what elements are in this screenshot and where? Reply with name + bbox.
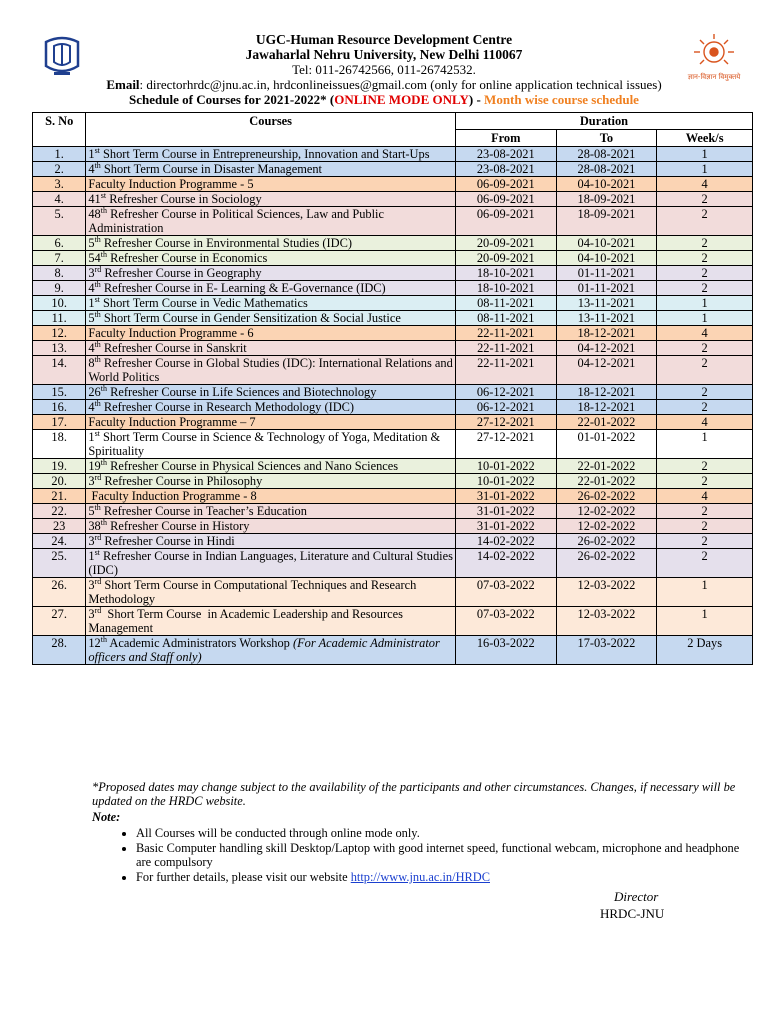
row-course — [86, 415, 456, 430]
email-text: : directorhrdc@jnu.ac.in, hrdconlineissues@gmail.com (only for online application technical issues) — [139, 77, 662, 92]
course-ordinal-suffix: th — [100, 383, 107, 393]
row-sno: 7. — [33, 251, 86, 266]
row-from-date: 27-12-2021 — [455, 430, 556, 459]
course-ordinal-suffix: th — [94, 234, 101, 244]
row-to-date: 01-01-2022 — [556, 430, 657, 459]
row-from-date: 10-01-2022 — [455, 474, 556, 489]
course-ordinal: 41 — [88, 192, 101, 206]
row-weeks: 2 — [657, 207, 753, 236]
row-course — [86, 281, 456, 296]
ugc-logo-caption: ज्ञान-विज्ञान विमुक्तये — [687, 73, 741, 81]
signature-org: HRDC-JNU — [600, 906, 665, 921]
row-from-date: 14-02-2022 — [455, 534, 556, 549]
course-ordinal: 54 — [88, 251, 101, 265]
row-sno: 10. — [33, 296, 86, 311]
row-from-date: 20-09-2021 — [455, 251, 556, 266]
table-row — [33, 415, 753, 430]
course-ordinal: 3 — [88, 534, 95, 548]
row-from-date: 22-11-2021 — [455, 326, 556, 341]
table-row — [33, 177, 753, 192]
row-from-date: 14-02-2022 — [455, 549, 556, 578]
course-ordinal-suffix: th — [100, 205, 107, 215]
course-ordinal: 4 — [88, 281, 95, 295]
course-schedule-table — [32, 112, 753, 665]
course-ordinal: 5 — [88, 311, 95, 325]
course-ordinal: 4 — [88, 162, 95, 176]
row-course — [86, 534, 456, 549]
course-ordinal-suffix: th — [94, 339, 101, 349]
header-to: To — [556, 130, 657, 147]
table-row — [33, 296, 753, 311]
table-row — [33, 266, 753, 281]
course-ordinal: 5 — [88, 236, 95, 250]
row-course — [86, 356, 456, 385]
course-title: Refresher Course in Sociology — [106, 192, 262, 206]
row-to-date: 04-10-2021 — [556, 177, 657, 192]
telephone-line: Tel: 011-26742566, 011-26742532. — [292, 62, 476, 77]
signature-title: Director — [614, 889, 659, 904]
table-row — [33, 578, 753, 607]
course-title: Short Term Course in Science & Technology of Yoga, Meditation & Spirituality — [88, 430, 444, 458]
row-weeks: 1 — [657, 578, 753, 607]
course-title: Refresher Course in Teacher’s Education — [100, 504, 307, 518]
table-row — [33, 519, 753, 534]
course-title: Refresher Course in Global Studies (IDC): International Relations and World Politics — [88, 356, 456, 384]
row-from-date: 31-01-2022 — [455, 489, 556, 504]
course-ordinal: 1 — [88, 147, 95, 161]
row-weeks: 2 — [657, 236, 753, 251]
row-to-date: 18-12-2021 — [556, 326, 657, 341]
row-sno: 18. — [33, 430, 86, 459]
row-from-date: 07-03-2022 — [455, 607, 556, 636]
row-from-date: 10-01-2022 — [455, 459, 556, 474]
row-weeks: 2 — [657, 385, 753, 400]
row-to-date: 01-11-2021 — [556, 281, 657, 296]
course-ordinal: 48 — [88, 207, 101, 221]
course-title: Refresher Course in Hindi — [101, 534, 235, 548]
course-title: Refresher Course in Life Sciences and Biotechnology — [106, 385, 377, 399]
row-weeks: 2 — [657, 459, 753, 474]
hrdc-website-link[interactable]: http://www.jnu.ac.in/HRDC — [350, 870, 490, 884]
table-row — [33, 162, 753, 177]
course-audience-note: (For Academic Administrator officers and Staff only) — [88, 636, 440, 664]
row-to-date: 28-08-2021 — [556, 147, 657, 162]
course-title: Short Term Course in Academic Leadership and Resources Management — [88, 607, 407, 635]
note-item: • Basic Computer handling skill Desktop/Laptop with good internet speed, functional webcam, microphone and headphone are compulsory — [136, 841, 752, 869]
header-from: From — [455, 130, 556, 147]
row-sno: 4. — [33, 192, 86, 207]
row-course — [86, 251, 456, 266]
row-sno: 14. — [33, 356, 86, 385]
table-row — [33, 311, 753, 326]
row-to-date: 18-12-2021 — [556, 400, 657, 415]
row-weeks: 1 — [657, 311, 753, 326]
table-row — [33, 385, 753, 400]
row-sno: 21. — [33, 489, 86, 504]
table-row — [33, 504, 753, 519]
course-ordinal-suffix: st — [100, 190, 107, 200]
note-item: • All Courses will be conducted through online mode only. — [136, 826, 752, 840]
row-course — [86, 236, 456, 251]
row-sno: 1. — [33, 147, 86, 162]
course-ordinal-suffix: th — [94, 502, 101, 512]
course-ordinal: 3 — [88, 474, 95, 488]
row-from-date: 07-03-2022 — [455, 578, 556, 607]
schedule-prefix: Schedule of Courses for 2021-2022* ( — [129, 92, 335, 107]
row-from-date: 27-12-2021 — [455, 415, 556, 430]
row-weeks: 1 — [657, 147, 753, 162]
row-course — [86, 489, 456, 504]
schedule-title — [0, 92, 768, 107]
row-course — [86, 519, 456, 534]
row-course — [86, 385, 456, 400]
row-weeks: 2 — [657, 400, 753, 415]
table-body — [33, 147, 753, 665]
row-weeks: 2 — [657, 519, 753, 534]
row-to-date: 13-11-2021 — [556, 296, 657, 311]
course-title: Refresher Course in History — [106, 519, 250, 533]
row-from-date: 06-12-2021 — [455, 385, 556, 400]
row-to-date: 17-03-2022 — [556, 636, 657, 665]
row-to-date: 13-11-2021 — [556, 311, 657, 326]
row-course — [86, 326, 456, 341]
course-title: Refresher Course in Physical Sciences and Nano Sciences — [106, 459, 399, 473]
row-sno: 23 — [33, 519, 86, 534]
row-from-date: 31-01-2022 — [455, 519, 556, 534]
row-from-date: 22-11-2021 — [455, 356, 556, 385]
website-prefix: For further details, please visit our website — [136, 870, 351, 884]
course-ordinal: 26 — [88, 385, 101, 399]
row-to-date: 04-12-2021 — [556, 356, 657, 385]
course-title: Refresher Course in Geography — [101, 266, 262, 280]
row-sno: 22. — [33, 504, 86, 519]
row-from-date: 06-12-2021 — [455, 400, 556, 415]
table-row — [33, 459, 753, 474]
course-title: Refresher Course in E- Learning & E-Governance (IDC) — [100, 281, 386, 295]
course-title: Faculty Induction Programme - 5 — [88, 177, 254, 191]
course-ordinal-suffix: st — [94, 428, 100, 438]
course-title: Short Term Course in Disaster Management — [100, 162, 323, 176]
row-course — [86, 266, 456, 281]
row-course — [86, 400, 456, 415]
row-sno: 11. — [33, 311, 86, 326]
row-course — [86, 578, 456, 607]
header-sno: S. No — [33, 113, 86, 147]
course-ordinal: 19 — [88, 459, 101, 473]
row-course — [86, 549, 456, 578]
table-row — [33, 356, 753, 385]
course-title: Refresher Course in Economics — [106, 251, 268, 265]
online-mode-label: ONLINE MODE ONLY — [334, 92, 469, 107]
row-from-date: 16-03-2022 — [455, 636, 556, 665]
course-ordinal-suffix: th — [94, 398, 101, 408]
course-ordinal: 4 — [88, 400, 95, 414]
email-line — [0, 77, 768, 92]
row-sno: 5. — [33, 207, 86, 236]
table-row — [33, 192, 753, 207]
table-row — [33, 534, 753, 549]
row-to-date: 04-10-2021 — [556, 236, 657, 251]
course-ordinal: 1 — [88, 549, 95, 563]
row-weeks: 1 — [657, 430, 753, 459]
course-ordinal: 3 — [88, 266, 95, 280]
row-from-date: 31-01-2022 — [455, 504, 556, 519]
university-address: Jawaharlal Nehru University, New Delhi 110067 — [245, 47, 523, 62]
row-course — [86, 192, 456, 207]
table-row — [33, 400, 753, 415]
row-weeks: 1 — [657, 162, 753, 177]
course-title: Refresher Course in Philosophy — [101, 474, 263, 488]
course-title: Faculty Induction Programme - 8 — [88, 489, 257, 503]
row-sno: 9. — [33, 281, 86, 296]
row-to-date: 22-01-2022 — [556, 474, 657, 489]
course-ordinal: 4 — [88, 341, 95, 355]
row-to-date: 18-09-2021 — [556, 192, 657, 207]
row-to-date: 18-12-2021 — [556, 385, 657, 400]
row-sno: 19. — [33, 459, 86, 474]
note-list — [92, 826, 752, 884]
row-weeks: 2 — [657, 341, 753, 356]
course-ordinal-suffix: th — [100, 249, 107, 259]
row-sno: 16. — [33, 400, 86, 415]
row-sno: 8. — [33, 266, 86, 281]
row-weeks: 4 — [657, 326, 753, 341]
course-title: Refresher Course in Sanskrit — [100, 341, 247, 355]
schedule-mid: ) - — [468, 92, 485, 107]
document-header — [0, 32, 768, 107]
row-course — [86, 311, 456, 326]
row-from-date: 08-11-2021 — [455, 311, 556, 326]
row-to-date: 26-02-2022 — [556, 549, 657, 578]
row-weeks: 2 — [657, 281, 753, 296]
table-row — [33, 489, 753, 504]
row-to-date: 22-01-2022 — [556, 459, 657, 474]
course-ordinal: 3 — [88, 578, 95, 592]
row-from-date: 18-10-2021 — [455, 281, 556, 296]
course-title: Short Term Course in Gender Sensitization & Social Justice — [100, 311, 401, 325]
course-ordinal: 1 — [88, 430, 95, 444]
course-ordinal: 38 — [88, 519, 101, 533]
row-course — [86, 459, 456, 474]
row-to-date: 22-01-2022 — [556, 415, 657, 430]
table-row — [33, 236, 753, 251]
row-sno: 3. — [33, 177, 86, 192]
course-title: Short Term Course in Entrepreneurship, Innovation and Start-Ups — [99, 147, 430, 161]
course-title: Short Term Course in Vedic Mathematics — [99, 296, 308, 310]
table-row — [33, 607, 753, 636]
row-course — [86, 207, 456, 236]
course-ordinal-suffix: rd — [94, 264, 102, 274]
row-from-date: 23-08-2021 — [455, 147, 556, 162]
course-title: Faculty Induction Programme - 6 — [88, 326, 254, 340]
row-course — [86, 147, 456, 162]
row-course — [86, 607, 456, 636]
month-wise-label: Month wise course schedule — [484, 92, 639, 107]
row-sno: 13. — [33, 341, 86, 356]
table-row — [33, 251, 753, 266]
row-weeks: 2 — [657, 266, 753, 281]
table-row — [33, 147, 753, 162]
note-item — [136, 870, 752, 884]
table-row — [33, 207, 753, 236]
table-row — [33, 474, 753, 489]
row-from-date: 18-10-2021 — [455, 266, 556, 281]
course-title: Academic Administrators Workshop — [106, 636, 293, 650]
course-title: Faculty Induction Programme – 7 — [88, 415, 256, 429]
disclaimer: *Proposed dates may change subject to the availability of the participants and other circumstances. Changes, if necessary will be updated on the HRDC website. — [92, 780, 736, 808]
course-title: Refresher Course in Research Methodology (IDC) — [100, 400, 355, 414]
row-course — [86, 636, 456, 665]
row-sno: 27. — [33, 607, 86, 636]
table-row — [33, 341, 753, 356]
row-weeks: 4 — [657, 177, 753, 192]
course-ordinal-suffix: st — [94, 145, 100, 155]
row-sno: 24. — [33, 534, 86, 549]
course-ordinal-suffix: th — [100, 517, 107, 527]
course-ordinal-suffix: th — [94, 279, 101, 289]
course-ordinal: 12 — [88, 636, 101, 650]
table-row — [33, 281, 753, 296]
row-weeks: 4 — [657, 489, 753, 504]
row-to-date: 12-02-2022 — [556, 519, 657, 534]
table-header-row-1 — [33, 113, 753, 130]
note-label: Note: — [92, 810, 121, 824]
row-weeks: 1 — [657, 607, 753, 636]
row-weeks: 2 — [657, 474, 753, 489]
row-course — [86, 296, 456, 311]
row-from-date: 20-09-2021 — [455, 236, 556, 251]
row-sno: 20. — [33, 474, 86, 489]
row-sno: 26. — [33, 578, 86, 607]
row-course — [86, 504, 456, 519]
row-to-date: 04-12-2021 — [556, 341, 657, 356]
course-ordinal: 1 — [88, 296, 95, 310]
course-ordinal-suffix: th — [94, 160, 101, 170]
row-weeks: 2 Days — [657, 636, 753, 665]
row-to-date: 12-02-2022 — [556, 504, 657, 519]
course-ordinal-suffix: th — [94, 354, 101, 364]
course-title: Short Term Course in Computational Techniques and Research Methodology — [88, 578, 420, 606]
row-to-date: 26-02-2022 — [556, 489, 657, 504]
row-to-date: 12-03-2022 — [556, 578, 657, 607]
row-sno: 12. — [33, 326, 86, 341]
row-from-date: 08-11-2021 — [455, 296, 556, 311]
row-from-date: 23-08-2021 — [455, 162, 556, 177]
row-weeks: 2 — [657, 356, 753, 385]
row-to-date: 01-11-2021 — [556, 266, 657, 281]
row-from-date: 06-09-2021 — [455, 192, 556, 207]
row-weeks: 2 — [657, 534, 753, 549]
row-weeks: 1 — [657, 296, 753, 311]
row-sno: 25. — [33, 549, 86, 578]
header-weeks: Week/s — [657, 130, 753, 147]
footer-notes — [92, 780, 752, 885]
row-weeks: 2 — [657, 192, 753, 207]
course-ordinal-suffix: th — [94, 309, 101, 319]
row-sno: 2. — [33, 162, 86, 177]
course-ordinal: 5 — [88, 504, 95, 518]
row-to-date: 28-08-2021 — [556, 162, 657, 177]
course-ordinal-suffix: rd — [94, 532, 102, 542]
row-to-date: 12-03-2022 — [556, 607, 657, 636]
row-sno: 6. — [33, 236, 86, 251]
course-ordinal-suffix: st — [94, 547, 100, 557]
row-weeks: 2 — [657, 549, 753, 578]
row-course — [86, 430, 456, 459]
row-course — [86, 474, 456, 489]
row-from-date: 06-09-2021 — [455, 177, 556, 192]
row-from-date: 06-09-2021 — [455, 207, 556, 236]
course-title: Refresher Course in Political Sciences, Law and Public Administration — [88, 207, 387, 235]
row-course — [86, 341, 456, 356]
centre-name: UGC-Human Resource Development Centre — [255, 32, 513, 47]
course-ordinal-suffix: st — [94, 294, 100, 304]
row-sno: 17. — [33, 415, 86, 430]
row-weeks: 2 — [657, 251, 753, 266]
row-course — [86, 177, 456, 192]
table-row — [33, 549, 753, 578]
header-courses: Courses — [86, 113, 456, 147]
header-duration: Duration — [455, 113, 752, 130]
course-ordinal-suffix: rd — [94, 605, 102, 615]
course-ordinal-suffix: rd — [94, 472, 102, 482]
course-ordinal-suffix: rd — [94, 576, 102, 586]
row-to-date: 04-10-2021 — [556, 251, 657, 266]
row-course — [86, 162, 456, 177]
table-row — [33, 636, 753, 665]
course-ordinal: 8 — [88, 356, 95, 370]
row-sno: 28. — [33, 636, 86, 665]
row-weeks: 2 — [657, 504, 753, 519]
row-weeks: 4 — [657, 415, 753, 430]
row-from-date: 22-11-2021 — [455, 341, 556, 356]
table-row — [33, 326, 753, 341]
row-sno: 15. — [33, 385, 86, 400]
course-title: Refresher Course in Indian Languages, Literature and Cultural Studies (IDC) — [88, 549, 457, 577]
course-ordinal-suffix: th — [100, 634, 107, 644]
course-title: Refresher Course in Environmental Studies (IDC) — [100, 236, 352, 250]
table-row — [33, 430, 753, 459]
course-ordinal-suffix: th — [100, 457, 107, 467]
row-to-date: 18-09-2021 — [556, 207, 657, 236]
course-ordinal: 3 — [88, 607, 95, 621]
row-to-date: 26-02-2022 — [556, 534, 657, 549]
email-label: Email — [106, 77, 140, 92]
